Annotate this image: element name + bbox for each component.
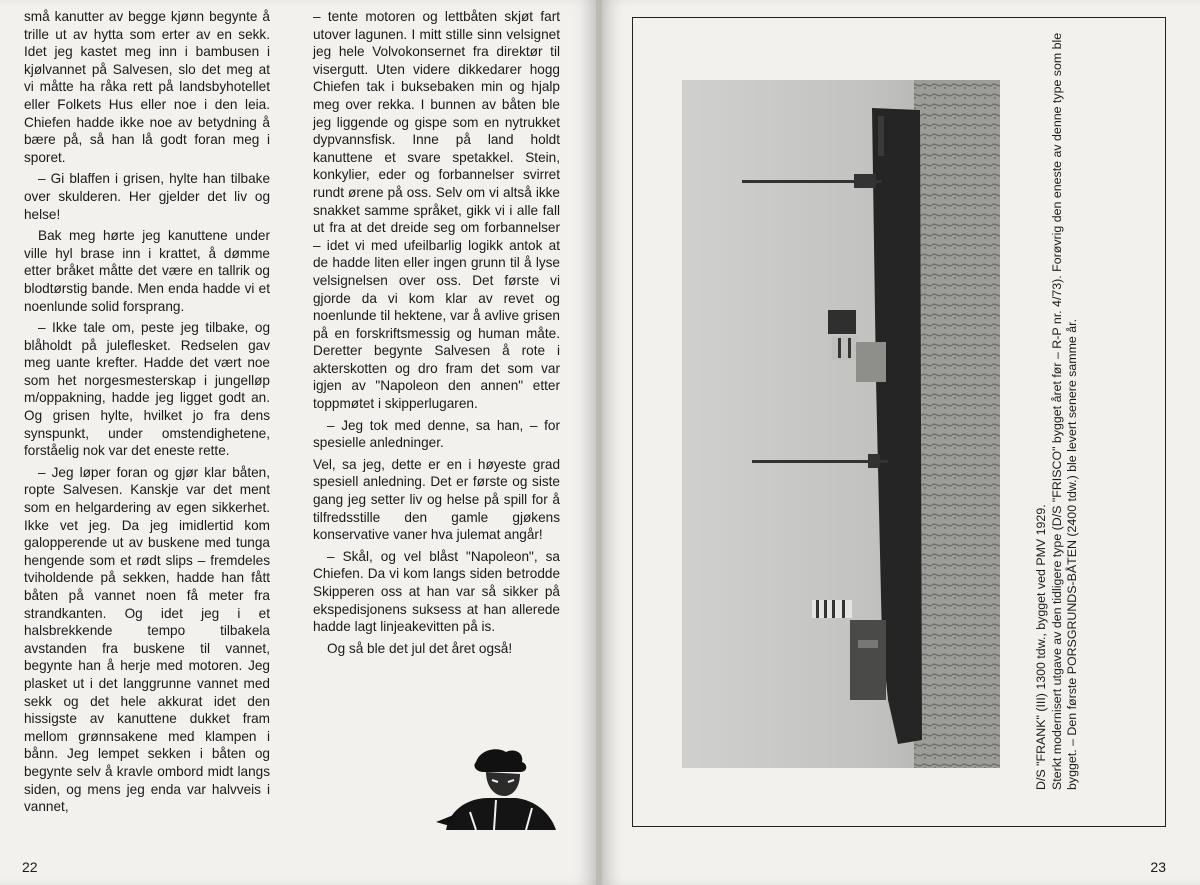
paragraph: små kanutter av begge kjønn begynte å trille ut av hytta som erter av en sekk. Idet jeg kastet meg inn i bambusen i kjølvannet på Salvesen, slo det meg at vi måtte ha råka rett på landsbyhotellet eller Folkets Hus eller noe i den leia. Chiefen hadde ikke noe av betydning å bære på, så han lå godt foran meg i sporet. [24, 9, 270, 165]
caption-body: Sterkt modernisert utgave av den tidligere type (D/S "FRISCO" bygget året før – R-P nr. 4/73). Forøvrig den eneste av denne type som ble bygget. – Den første PORSGRUNDS-BÅTEN (2400 tdw.) ble levert senere samme år. [1049, 32, 1080, 790]
sailor-illustration [436, 742, 560, 830]
left-page [0, 0, 596, 885]
paragraph: Vel, sa jeg, dette er en i høyeste grad spesiell anledning. Det er første og siste gang jeg setter liv og helse på spill for å tilfredsstille den gamle gjøkens konservative vaner hva julemat angår! [313, 456, 560, 543]
page-number: 23 [1150, 859, 1166, 875]
right-page [602, 0, 1200, 885]
right-text-column [313, 8, 560, 661]
ship-photo [682, 80, 1000, 768]
paragraph: Bak meg hørte jeg kanuttene under ville hyl brase inn i krattet, å dømme etter bråket måtte det være en tallrik og blodtørstig bande. Men enda hadde vi et noenlunde solid forsprang. [24, 228, 270, 314]
paragraph: Og så ble det jul det året også! [327, 640, 513, 656]
paragraph: – tente motoren og lettbåten skjøt fart utover lagunen. I mitt stille sinn velsignet jeg hele Volvokonsernet fra direktør til visergutt. Uten videre dikkedarer hogg Chiefen tak i buksebaken min og hjalp meg over rekka. I bunnen av båten ble jeg liggende og gispe som en nytrukket dypvannsfisk. Inne på land holdt kanuttene et svare spetakkel. Stein, konkylier, eder og forbannelser svirret rundt ørene på oss. Selv om vi altså ikke snakket samme språket, gikk vi i alle fall ut fra at det dreide seg om forbannelser – idet vi med ufeilbarlig logikk antok at de hadde liten eller ingen grunn til å lyse velsignelsen over oss. Det første vi gjorde da vi kom klar av revet og noenlunde til hektene, var å avlive grisen på en forskriftsmessig og human måte. Deretter begynte Salvesen å rote i akterskotten og dro fram det som var igjen av "Napoleon den annen" etter toppmøtet i skipperlugaren. [313, 9, 560, 412]
paragraph: – Ikke tale om, peste jeg tilbake, og blåholdt på juleflesket. Redselen gav meg uante krefter. Hadde det vært noe som het norgesmesterskap i jungelløp m/oppakning, hadde jeg ligget godt an. Og grisen hylte, hvilket jo fra dens synspunkt, under omstendighetene, forståelig nok var det eneste rette. [24, 320, 270, 459]
left-text-column [24, 8, 270, 820]
caption-title: D/S "FRANK" (III) 1300 tdw., bygget ved PMV 1929. [1034, 504, 1048, 790]
paragraph: – Skål, og vel blåst "Napoleon", sa Chiefen. Da vi kom langs siden betrodde Skipperen oss at han var så sikker på ekspedisjonens suksess at han allerede hadde lagt linjeakevitten på is. [313, 548, 560, 635]
paragraph: – Jeg løper foran og gjør klar båten, ropte Salvesen. Kanskje var det ment som en helgardering av egen sikkerhet. Ikke vet jeg. Da jeg imidlertid kom galopperende ut av buskene med tunga hengende som et rødt slips – fremdeles tviholdende på sekken, hadde han fått båten på vannet noen få meter fra strandkanten. Og idet jeg i et halsbrekkende tempo tilbakela avstanden fra buskene til vannet, begynte han å herje med motoren. Jeg plasket ut i det langgrunne vannet med sekk og det hele akkurat idet den hissigste av kanuttene dukket fram mellom grønnsakene med klampen i bånn. Jeg lempet sekken i båten og begynte selv å kravle ombord midt langs siden, og mens jeg enda var halvveis i vannet, [24, 464, 270, 815]
page-number: 22 [22, 859, 38, 875]
paragraph: – Jeg tok med denne, sa han, – for spesielle anledninger. [313, 417, 560, 451]
paragraph: – Gi blaffen i grisen, hylte han tilbake over skulderen. Her gjelder det liv og helse! [24, 171, 270, 222]
photo-caption [1034, 30, 1144, 790]
